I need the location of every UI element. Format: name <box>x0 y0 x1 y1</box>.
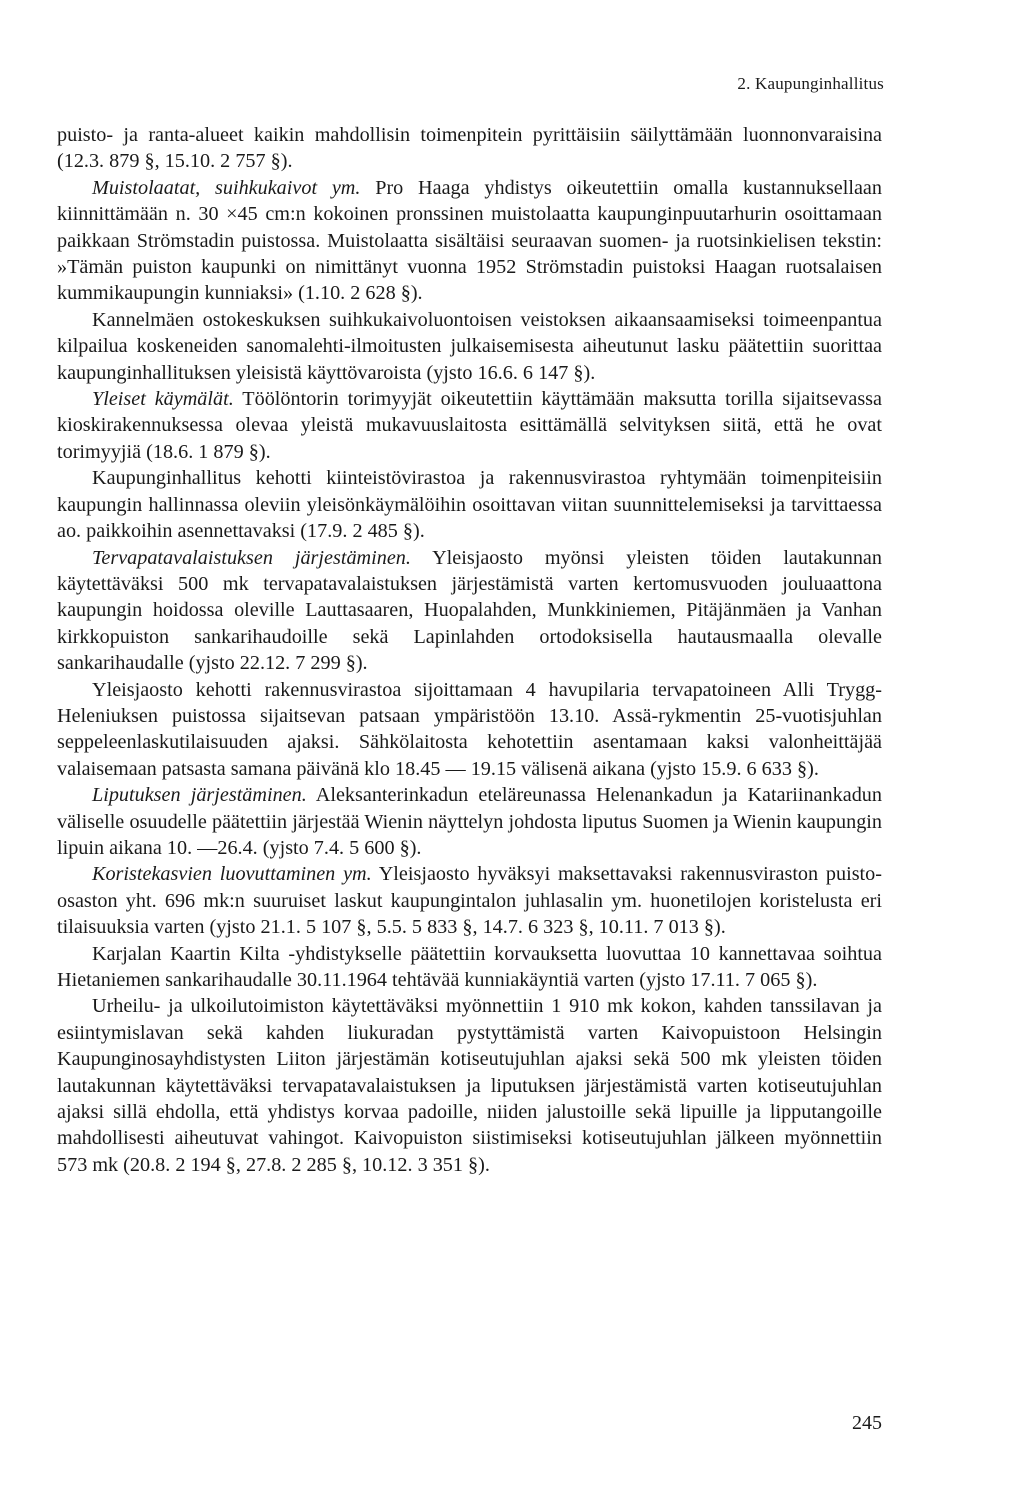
paragraph <box>57 545 882 677</box>
paragraph-text: Pro Haaga yhdistys oikeutettiin omalla kustannuksellaan kiinnittämään n. 30 ×45 cm:n kokoinen pronssinen muistolaatta kaupunginpuutarhurin osoittamaan paikkaan Strömstadin puistossa. Muistolaatta sisältäisi seuraavan suomen- ja ruotsinkielisen tekstin: »Tämän puiston kaupunki on nimittänyt vuonna 1952 Strömstadin puistoksi Haagan ruotsalaisen kummikaupungin kunniaksi» (1.10. 2 628 §). <box>57 176 882 305</box>
body-text <box>57 122 882 1178</box>
paragraph <box>57 175 882 307</box>
paragraph-text: Karjalan Kaartin Kilta -yhdistykselle päätettiin korvauksetta luovuttaa 10 kannettavaa soihtua Hietaniemen sankarihaudalle 30.11.1964 tehtävää kunniakäyntiä varten (yjsto 17.11. 7 065 §). <box>57 942 882 991</box>
paragraph <box>57 941 882 994</box>
paragraph-text: Töölöntorin torimyyjät oikeutettiin käyttämään maksutta torilla sijaitsevassa kioskirakennuksessa olevaa yleistä mukavuuslaitosta esittämällä selvityksen siitä, että he ovat torimyyjiä (18.6. 1 879 §). <box>57 388 883 463</box>
paragraph-text: Yleisjaosto myönsi yleisten töiden lautakunnan käytettäväksi 500 mk tervapatavalaistuksen järjestämistä varten kertomusvuoden jouluaattona kaupungin hoidossa oleville Lauttasaaren, Huopalahden, Munkkiniemen, Pitäjänmäen ja Vanhan kirkkopuiston sankarihaudoille sekä Lapinlahden ortodoksisella hautausmaalla olevalle sankarihaudalle (yjsto 22.12. 7 299 §). <box>57 546 882 675</box>
page-number: 245 <box>852 1412 882 1434</box>
paragraph-text: Aleksanterinkadun eteläreunassa Helenankadun ja Katariinankadun väliselle osuudelle päätettiin järjestää Wienin näyttelyn johdosta liputus Suomen ja Wienin kaupungin lipuin aikana 10. —26.4. (yjsto 7.4. 5 600 §). <box>57 784 882 859</box>
paragraph-lead: Koristekasvien luovuttaminen ym. <box>92 863 372 886</box>
paragraph <box>57 465 882 544</box>
paragraph-lead: Yleiset käymälät. <box>92 388 234 411</box>
paragraph-lead: Muistolaatat, suihkukaivot ym. <box>92 176 361 199</box>
paragraph <box>57 861 882 940</box>
paragraph-text: Yleisjaosto hyväksyi maksettavaksi rakennusviraston puisto-osaston yht. 696 mk:n suuruiset laskut kaupungintalon juhlasalin ym. huonetilojen koristelusta eri tilaisuuksia varten (yjsto 21.1. 5 107 §, 5.5. 5 833 §, 14.7. 6 323 §, 10.11. 7 013 §). <box>57 863 882 939</box>
paragraph-lead: Liputuksen järjestäminen. <box>92 784 307 807</box>
paragraph <box>57 307 882 386</box>
paragraph-text: Yleisjaosto kehotti rakennusvirastoa sijoittamaan 4 havupilaria tervapatoineen Alli Trygg-Heleniuksen puistossa sijaitsevan patsaan ympäristöön 13.10. Assä-rykmentin 25-vuotisjuhlan seppeleenlaskutilaisuuden ajaksi. Sähkölaitosta kehotettiin asentamaan kaksi valonheittäjää valaisemaan patsasta samana päivänä klo 18.45 — 19.15 välisenä aikana (yjsto 15.9. 6 633 §). <box>57 678 882 780</box>
paragraph <box>57 782 882 861</box>
paragraph-text: puisto- ja ranta-alueet kaikin mahdollisin toimenpitein pyrittäisiin säilyttämään luonnonvaraisina (12.3. 879 §, 15.10. 2 757 §). <box>57 124 882 173</box>
paragraph-text: Kaupunginhallitus kehotti kiinteistövirastoa ja rakennusvirastoa ryhtymään toimenpiteisiin kaupungin hallinnassa oleviin yleisönkäymälöihin osoittavan viitan suunnittelemiseksi ja tarvittaessa ao. paikkoihin asennettavaksi (17.9. 2 485 §). <box>57 467 882 543</box>
paragraph <box>57 386 882 465</box>
paragraph <box>57 122 882 175</box>
paragraph <box>57 677 882 783</box>
running-header: 2. Kaupunginhallitus <box>737 74 884 93</box>
paragraph-text: Urheilu- ja ulkoilutoimiston käytettäväksi myönnettiin 1 910 mk kokon, kahden tanssilavan ja esiintymislavan sekä kahden liukuradan pystyttämistä varten Kaivopuistoon Helsingin Kaupunginosayhdistysten Liiton järjestämän kotiseutujuhlan ajaksi sekä 500 mk yleisten töiden lautakunnan käytettäväksi tervapatavalaistuksen ja liputuksen järjestämistä varten kotiseutujuhlan ajaksi sillä ehdolla, että yhdistys korvaa padoille, niiden jalustoille sekä lipuille ja lipputangoille mahdollisesti aiheutuvat vahingot. Kaivopuiston siistimiseksi kotiseutujuhlan jälkeen myönnettiin 573 mk (20.8. 2 194 §, 27.8. 2 285 §, 10.12. 3 351 §). <box>57 995 882 1176</box>
paragraph-text: Kannelmäen ostokeskuksen suihkukaivoluontoisen veistoksen aikaansaamiseksi toimeenpantua kilpailua koskeneiden sanomalehti-ilmoitusten julkaisemisesta aiheutunut lasku päätettiin suorittaa kaupunginhallituksen yleisistä käyttövaroista (yjsto 16.6. 6 147 §). <box>57 308 882 384</box>
paragraph <box>57 993 882 1178</box>
paragraph-lead: Tervapatavalaistuksen järjestäminen. <box>92 546 411 569</box>
